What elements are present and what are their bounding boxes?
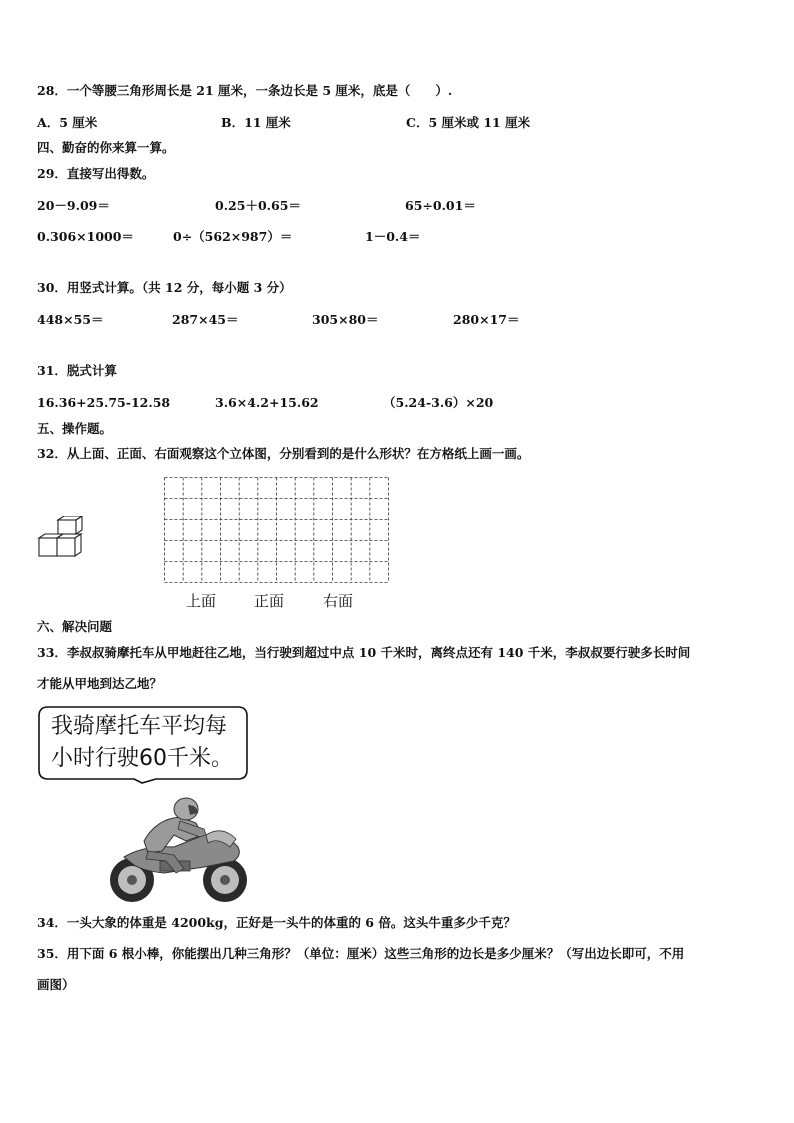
dashed-grid[interactable]	[164, 477, 389, 583]
q32-stem: 32．从上面、正面、右面观察这个立体图，分别看到的是什么形状？在方格纸上画一画。	[37, 446, 530, 461]
q28-stem: 28．一个等腰三角形周长是 21 厘米，一条边长是 5 厘米，底是（ ）.	[37, 83, 453, 98]
q33-stem-line2: 才能从甲地到达乙地？	[37, 676, 163, 691]
q35-stem-line1: 35．用下面 6 根小棒，你能摆出几种三角形？（单位：厘米）这些三角形的边长是多少厘米？（写出边长即可，不用	[37, 946, 685, 961]
q33-stem-line1: 33．李叔叔骑摩托车从甲地赶往乙地，当行驶到超过中点 10 千米时，离终点还有 140 千米，李叔叔要行驶多长时间	[37, 645, 691, 660]
q30-stem: 30．用竖式计算。（共 12 分，每小题 3 分）	[37, 280, 292, 295]
q28-option-c: C．5 厘米或 11 厘米	[406, 115, 531, 130]
q35-stem-line2: 画图）	[37, 977, 75, 992]
speech-bubble-line1: 我骑摩托车平均每	[51, 714, 228, 739]
q28-option-b: B．11 厘米	[221, 115, 291, 130]
drawing-grid-paper[interactable]	[164, 477, 389, 583]
q30-item-4: 280×17＝	[453, 312, 520, 327]
q34-stem: 34．一头大象的体重是 4200kg，正好是一头牛的体重的 6 倍。这头牛重多少千克？	[37, 915, 516, 930]
q29-item-3: 65÷0.01＝	[405, 198, 476, 213]
label-right-view: 右面	[323, 592, 354, 610]
q29-item-5: 0÷（562×987）＝	[173, 229, 293, 244]
q28-option-a: A．5 厘米	[37, 115, 98, 130]
label-top-view: 上面	[186, 592, 217, 610]
motorcycle-rider-illustration	[104, 795, 252, 905]
q31-item-3: （5.24-3.6）×20	[383, 395, 494, 410]
q29-stem: 29．直接写出得数。	[37, 166, 155, 181]
section-6-heading: 六、解决问题	[37, 619, 113, 634]
speech-bubble-text	[51, 711, 233, 775]
q31-item-1: 16.36+25.75-12.58	[37, 395, 171, 410]
cube-solid-figure	[36, 516, 92, 560]
q30-item-3: 305×80＝	[312, 312, 379, 327]
q31-item-2: 3.6×4.2+15.62	[215, 395, 319, 410]
q30-item-2: 287×45＝	[172, 312, 239, 327]
q31-stem: 31．脱式计算	[37, 363, 117, 378]
q29-item-4: 0.306×1000＝	[37, 229, 134, 244]
section-4-heading: 四、勤奋的你来算一算。	[37, 140, 175, 155]
q29-item-2: 0.25＋0.65＝	[215, 198, 301, 213]
section-5-heading: 五、操作题。	[37, 421, 113, 436]
label-front-view: 正面	[254, 592, 285, 610]
q30-item-1: 448×55＝	[37, 312, 104, 327]
speech-bubble-line2: 小时行驶60千米。	[51, 746, 233, 771]
q29-item-1: 20－9.09＝	[37, 198, 110, 213]
q29-item-6: 1－0.4＝	[365, 229, 421, 244]
